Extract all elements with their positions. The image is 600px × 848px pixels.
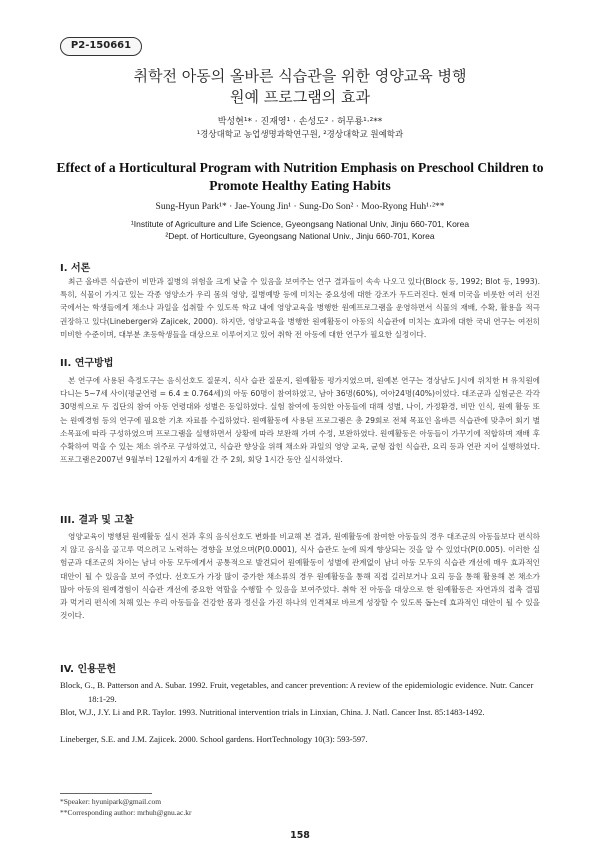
section-methods-title: II. 연구방법 — [60, 358, 114, 369]
korean-authors: 박성현¹* · 진재영¹ · 손성도² · 허무룡¹·²** — [217, 117, 383, 127]
korean-affiliation: ¹경상대학교 농업생명과학연구원, ²경상대학교 원예학과 — [196, 130, 404, 140]
poster-code-badge: P2-150661 — [60, 37, 142, 56]
reference-item: Blot, W.J., J.Y. Li and P.R. Taylor. 1993. Nutritional intervention trials in Linxian, China. J. Natl. Cancer Inst. 85:1483-1492. — [60, 707, 485, 717]
section-references-title: IV. 인용문헌 — [60, 664, 117, 675]
section-results-title: III. 결과 및 고찰 — [60, 515, 134, 526]
english-title-line-2: Promote Healthy Eating Habits — [209, 178, 391, 193]
english-affiliation-2: ²Dept. of Horticulture, Gyeongsang National Univ., Jinju 660-701, Korea — [165, 231, 435, 241]
english-affiliation-1: ¹Institute of Agriculture and Life Science, Gyeongsang National Univ, Jinju 660-701, Korea — [130, 219, 470, 229]
footnote-speaker: *Speaker: hyunipark@gmail.com — [60, 797, 162, 806]
page-number: 158 — [290, 830, 310, 841]
reference-item: Block, G., B. Patterson and A. Subar. 1992. Fruit, vegetables, and cancer prevention: A review of the epidemiologic evidence. Nutr. Cancer 18:1-29. — [60, 680, 534, 704]
footnote-corresponding-author: **Corresponding author: mrhuh@gnu.ac.kr — [60, 808, 192, 817]
section-methods-body: 본 연구에 사용된 측정도구는 음식선호도 질문지, 식사 습관 질문지, 원예활동 평가지였으며, 원예본 연구는 경상남도 J시에 위치한 H 유치원에 다니는 5~7세 사이(평균연령 = 6.4 ± 0.764세)의 아동 60명이 참여하였고, 남아 36명(60%), 여아24명(40%)이었다. 대조군과 실험군은 각각 30명씩으로 두 집단의 참여 아동 연령대와 성별은 동일하였다. 실험 참여에 동의한 아동들에 대해 성별, 나이, 가정환경, 비만 인식, 원예 활동 또는 원예경험 등의 연구에 필요한 기초 자료를 수집하였다. 원예활동에 사용된 프로그램은 총 29회로 전체 목표인 올바른 식습관에 맞추어 회기 별 소목표에 따라 구성하였으며 프로그램을 실행하면서 상황에 따라 보완해 가며 수정, 보완하였다. 원예활동은 아동들이 가꾸기에 적합하며 재배 후 수확하여 먹을 수 있는 채소 위주로 구성하였고, 식습관 향상을 위해 채소와 과일의 영양 교육, 균형 잡힌 식습관, 요리 등과 연관 지어 실행하였다. 프로그램은2007년 9월부터 12월까지 4개월 간 주 2회, 회당 1시간 동안 실시하였다. — [60, 376, 540, 465]
english-authors: Sung-Hyun Park¹* · Jae-Young Jin¹ · Sung-Do Son² · Moo-Ryong Huh¹·²** — [155, 202, 445, 212]
section-results-body: 영양교육이 병행된 원예활동 실시 전과 후의 음식선호도 변화를 비교해 본 결과, 원예활동에 참여한 아동들의 경우 대조군의 아동들보다 편식하지 않고 음식을 골고루 먹으려고 노력하는 경향을 보였으며(P(0.0001), 식사 습관도 눈에 띄게 향상되는 것을 알 수 있었다(P(0.005). 이러한 실험군과 대조군의 차이는 남녀 아동 모두에게서 공통적으로 발견되어 원예활동이 성별에 관계없이 남녀 아동 모두의 식습관 개선에 매우 효과적인 대안이 될 수 있음을 보여 주었다. 선호도가 가장 많이 증가한 채소류의 경우 원예활동을 통해 직접 길러보거나 요리 등을 통해 활용해 본 채소가 많아 아동의 원예경험이 식습관 개선에 중요한 역할을 수행할 수 있음을 보여주었다. 취학 전 아동을 대상으로 한 원예활동은 자연과의 접촉 결핍과 먹거리 편식에 처해 있는 우리 아동들을 건강한 몸과 정신을 가진 하나의 인격체로 바르게 성장할 수 있도록 돕는데 효과적인 대안이 될 수 있을 것이다. — [60, 532, 540, 621]
reference-item: Lineberger, S.E. and J.M. Zajicek. 2000. School gardens. HortTechnology 10(3): 593-597. — [60, 734, 368, 744]
english-title-line-1: Effect of a Horticultural Program with Nutrition Emphasis on Preschool Children to — [56, 160, 544, 175]
section-introduction-title: I. 서론 — [60, 263, 91, 274]
section-introduction-body: 최근 올바른 식습관이 비만과 질병의 위험을 크게 낮출 수 있음을 보여주는 연구 결과들이 속속 나오고 있다(Block 등, 1992; Blot 등, 1993). 특히, 식물이 가지고 있는 각종 영양소가 우리 몸의 영양, 질병예방 등에 미치는 중요성에 대한 강조가 두드러진다. 현재 미국을 비롯한 여러 선진국에서는 학생들에게 채소나 과일을 섭취할 수 있도록 학교 내에 영양교육을 병행한 원예프로그램을 운영하면서 식물의 재배, 수확, 활용을 적극 권장하고 있다(Lineberger와 Zajicek, 2000). 하지만, 영양교육을 병행한 원예활동이 아동의 식습관에 미치는 효과에 대한 국내 연구는 여전히 미비한 수준이며, 대부분 초등학생들을 대상으로 이루어지고 있어 취학 전 아동에 대한 연구가 필요한 실정이다. — [60, 277, 540, 339]
korean-title-line-2: 원예 프로그램의 효과 — [230, 88, 370, 106]
footnote-divider — [60, 793, 152, 794]
korean-title-line-1: 취학전 아동의 올바른 식습관을 위한 영양교육 병행 — [133, 67, 467, 85]
